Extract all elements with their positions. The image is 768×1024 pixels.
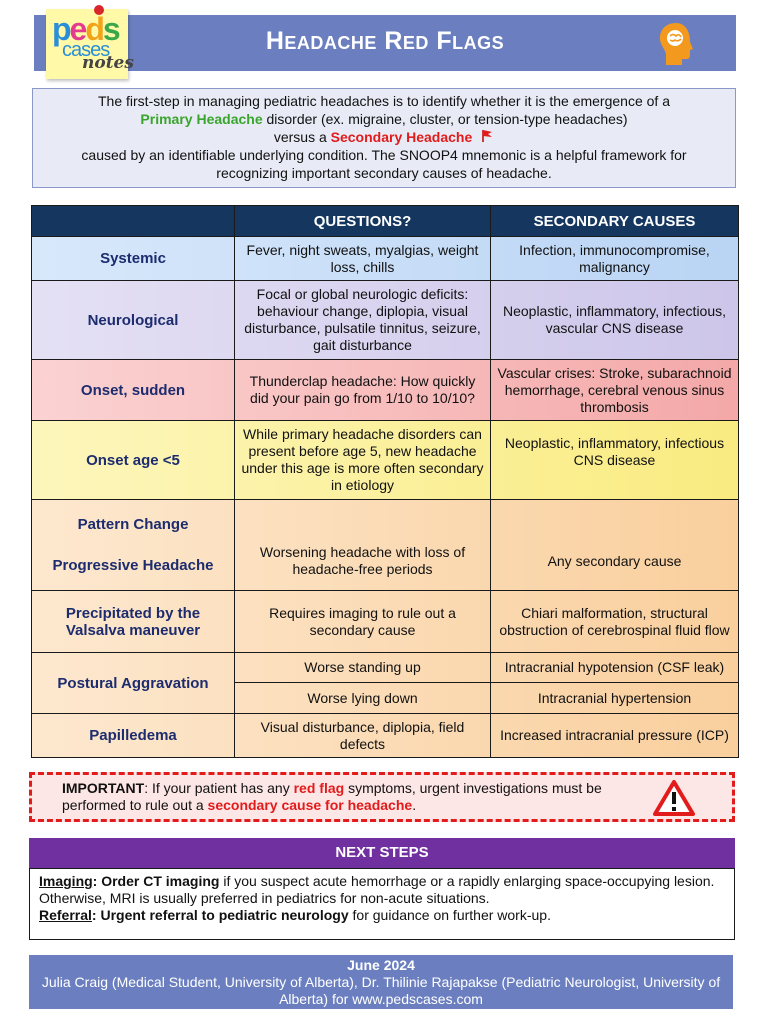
row-cause: Increased intracranial pressure (ICP): [491, 714, 739, 758]
red-flag-highlight: red flag: [293, 780, 345, 796]
intro-versus-text: versus a: [273, 129, 331, 145]
referral-label: Referral: [39, 907, 92, 923]
intro-line-2: [33, 110, 735, 128]
row-category: Precipitated by the Valsalva maneuver: [32, 591, 235, 653]
table-row: [32, 281, 739, 360]
row-category: Onset age <5: [32, 421, 235, 500]
row-cause: Neoplastic, inflammatory, infectious, vascular CNS disease: [491, 281, 739, 360]
important-callout: [29, 772, 735, 822]
intro-box: [32, 88, 736, 188]
important-label: IMPORTANT: [62, 780, 145, 796]
row-question: Worsening headache with loss of headache-free periods: [235, 500, 491, 591]
row-question: Thunderclap headache: How quickly did your pain go from 1/10 to 10/10?: [235, 360, 491, 421]
primary-headache-label: Primary Headache: [140, 111, 263, 127]
referral-text: for guidance on further work-up.: [348, 907, 551, 923]
next-steps-body: [29, 868, 735, 940]
imaging-bold: : Order CT imaging: [92, 873, 220, 889]
row-cause: Chiari malformation, structural obstruction of cerebrospinal fluid flow: [491, 591, 739, 653]
important-part-2: symptoms, urgent investigations must be performed to rule out a: [62, 780, 602, 813]
row-question: While primary headache disorders can present before age 5, new headache under this age is more often secondary in etiology: [235, 421, 491, 500]
logo-cases-text: cases: [62, 39, 110, 61]
red-flag-icon: [480, 129, 494, 143]
table-header-row: [32, 206, 739, 237]
row-cause: Vascular crises: Stroke, subarachnoid hemorrhage, cerebral venous sinus thrombosis: [491, 360, 739, 421]
pattern-change-label: Pattern Change: [77, 516, 189, 533]
red-flags-table: [31, 205, 739, 758]
table-row: [32, 500, 739, 591]
table-header-secondary-causes: SECONDARY CAUSES: [491, 206, 739, 237]
logo-notes-text: notes: [82, 53, 134, 73]
table-header-questions: QUESTIONS?: [235, 206, 491, 237]
referral-step: [39, 907, 725, 924]
row-cause: Infection, immunocompromise, malignancy: [491, 237, 739, 281]
intro-line-1: The first-step in managing pediatric headaches is to identify whether it is the emergence of a: [98, 93, 670, 109]
row-category: Systemic: [32, 237, 235, 281]
table-row: [32, 653, 739, 683]
row-question: Fever, night sweats, myalgias, weight loss, chills: [235, 237, 491, 281]
table-row: [32, 237, 739, 281]
intro-line-3: [33, 128, 735, 146]
row-category: Papilledema: [32, 714, 235, 758]
row-category: Onset, sudden: [32, 360, 235, 421]
row-cause: Neoplastic, inflammatory, infectious CNS disease: [491, 421, 739, 500]
footer-banner: [29, 955, 733, 1009]
intro-line-4: caused by an identifiable underlying condition. The SNOOP4 mnemonic is a helpful framework for: [81, 147, 687, 163]
row-category: [32, 500, 235, 591]
next-steps-header: NEXT STEPS: [29, 838, 735, 868]
imaging-step: [39, 873, 725, 907]
progressive-headache-label: Progressive Headache: [52, 557, 214, 574]
table-row: [32, 421, 739, 500]
row-category: Neurological: [32, 281, 235, 360]
table-row: [32, 591, 739, 653]
table-row: [32, 360, 739, 421]
row-cause: Intracranial hypotension (CSF leak): [491, 653, 739, 683]
important-part-1: : If your patient has any: [144, 780, 294, 796]
row-question: Worse standing up: [235, 653, 491, 683]
secondary-cause-highlight: secondary cause for headache: [207, 797, 413, 813]
referral-bold: : Urgent referral to pediatric neurology: [91, 907, 349, 923]
row-question: Requires imaging to rule out a secondary cause: [235, 591, 491, 653]
table-header-blank: [32, 206, 235, 237]
row-question: Focal or global neurologic deficits: behaviour change, diplopia, visual disturbance, pulsatile tinnitus, seizure, gait disturbance: [235, 281, 491, 360]
imaging-label: Imaging: [39, 873, 93, 889]
warning-triangle-icon: [652, 779, 696, 817]
table-row: [32, 714, 739, 758]
row-cause: Intracranial hypertension: [491, 683, 739, 714]
row-cause: Any secondary cause: [491, 500, 739, 591]
head-brain-icon: [656, 21, 696, 67]
footer-date: June 2024: [347, 957, 415, 973]
header-banner: [34, 11, 736, 73]
row-category: Postural Aggravation: [32, 653, 235, 714]
important-part-3: .: [412, 797, 417, 813]
intro-line-5: recognizing important secondary causes of headache.: [216, 165, 552, 181]
intro-line-2-text: disorder (ex. migraine, cluster, or tension-type headaches): [262, 111, 628, 127]
important-text: [62, 780, 632, 814]
secondary-headache-label: Secondary Headache: [330, 129, 473, 145]
logo-peds-text: peds: [52, 11, 119, 47]
imaging-text: if you suspect acute hemorrhage or a rapidly enlarging space-occupying lesion. Otherwise, MRI is usually preferred in pediatrics for non-acute situations.: [39, 873, 715, 906]
footer-authors: Julia Craig (Medical Student, University of Alberta), Dr. Thilinie Rajapakse (Pediatric Neurologist, University of Alberta) for www.pedscases.com: [41, 974, 721, 1007]
category-spacer: [38, 533, 228, 557]
row-question: Visual disturbance, diplopia, field defects: [235, 714, 491, 758]
row-question: Worse lying down: [235, 683, 491, 714]
page-title: Headache Red Flags: [265, 27, 505, 55]
